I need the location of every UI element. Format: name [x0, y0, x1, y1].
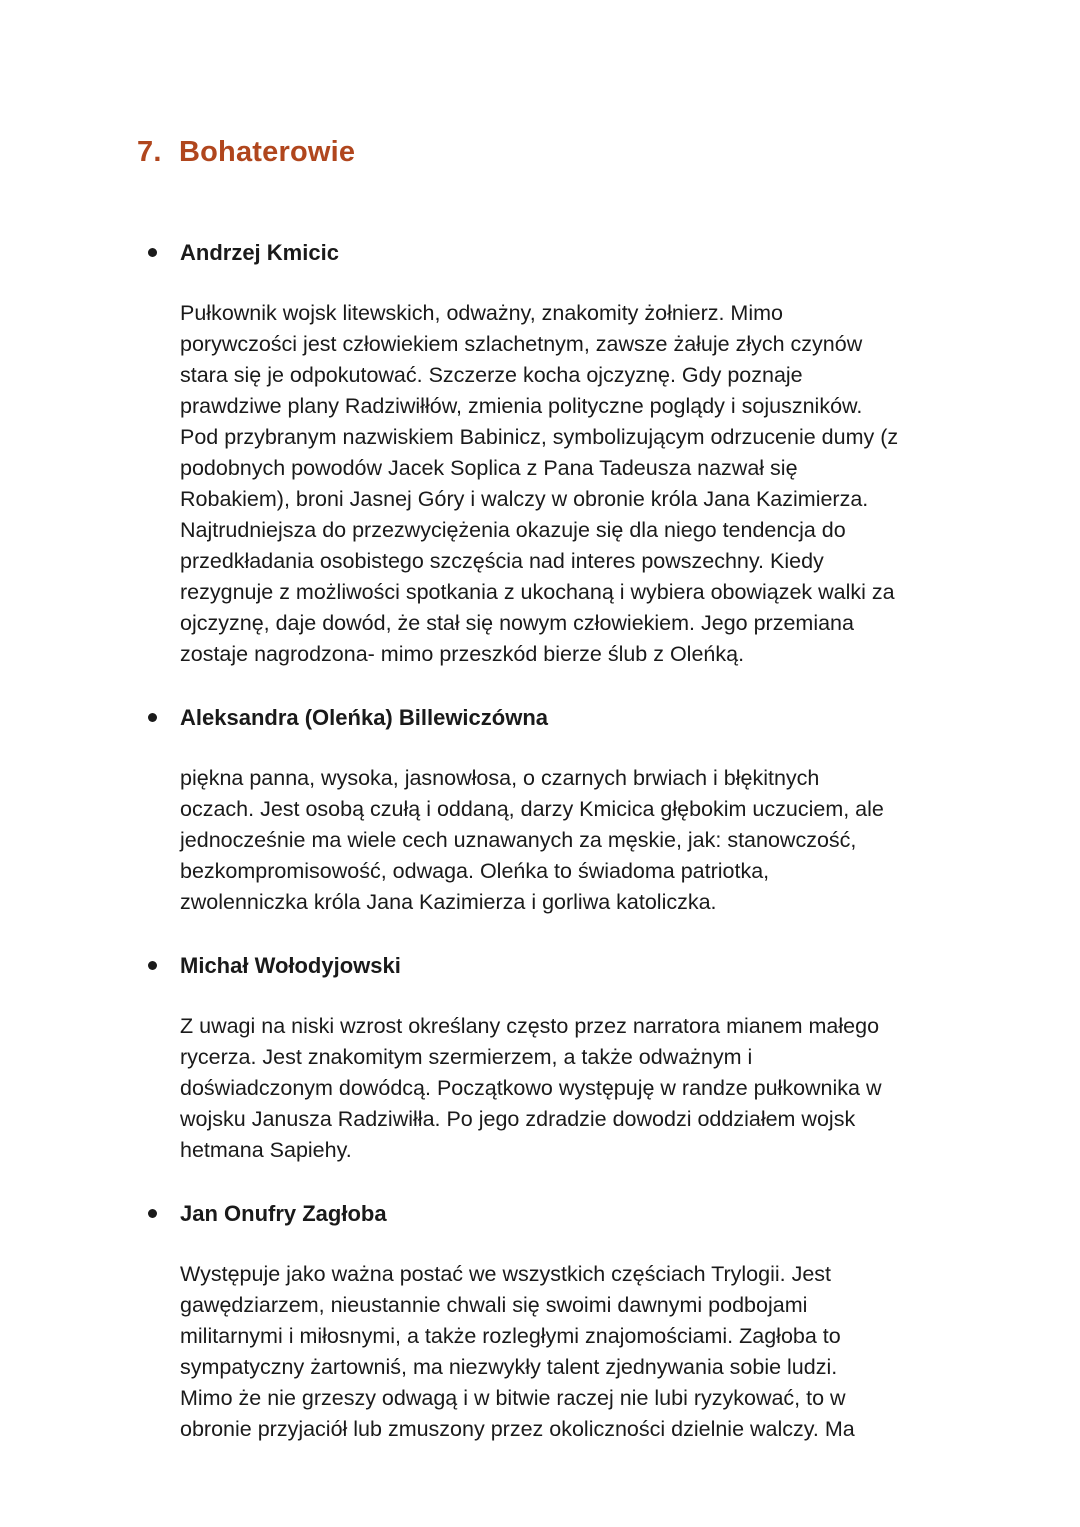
- hero-name-row: [148, 1197, 968, 1231]
- hero-entry: [148, 236, 968, 670]
- bullet-icon: [148, 1209, 157, 1218]
- hero-entry: [148, 1197, 968, 1445]
- description-line: Mimo że nie grzeszy odwagą i w bitwie raczej nie lubi ryzykować, to w: [180, 1386, 846, 1410]
- description-line: Pod przybranym nazwiskiem Babinicz, symbolizującym odrzucenie dumy (z: [180, 425, 899, 449]
- description-line: sympatyczny żartowniś, ma niezwykły talent zjednywania sobie ludzi.: [180, 1355, 838, 1379]
- description-line: jednocześnie ma wiele cech uznawanych za męskie, jak: stanowczość,: [180, 828, 857, 852]
- description-line: Z uwagi na niski wzrost określany często przez narratora mianem małego: [180, 1014, 880, 1038]
- description-line: przedkładania osobistego szczęścia nad interes powszechny. Kiedy: [180, 549, 824, 573]
- bullet-icon: [148, 713, 157, 722]
- description-line: rycerza. Jest znakomitym szermierzem, a także odważnym i: [180, 1045, 753, 1069]
- description-line: doświadczonym dowódcą. Początkowo występuję w randze pułkownika w: [180, 1076, 882, 1100]
- description-line: hetmana Sapiehy.: [180, 1138, 352, 1162]
- description-line: zwolenniczka króla Jana Kazimierza i gorliwa katoliczka.: [180, 890, 717, 914]
- description-line: rezygnuje z możliwości spotkania z ukochaną i wybiera obowiązek walki za: [180, 580, 895, 604]
- bullet-icon: [148, 961, 157, 970]
- hero-name-row: [148, 949, 968, 983]
- hero-name-row: [148, 701, 968, 735]
- hero-name: Jan Onufry Zagłoba: [180, 1201, 387, 1226]
- description-line: prawdziwe plany Radziwiłłów, zmienia polityczne poglądy i sojuszników.: [180, 394, 863, 418]
- description-line: zostaje nagrodzona- mimo przeszkód bierze ślub z Oleńką.: [180, 642, 745, 666]
- hero-name: Michał Wołodyjowski: [180, 953, 401, 978]
- hero-description: [180, 1259, 970, 1445]
- hero-name: Andrzej Kmicic: [180, 240, 339, 265]
- section-number: 7.: [137, 136, 162, 168]
- hero-entry: [148, 949, 968, 1166]
- bullet-icon: [148, 248, 157, 257]
- description-line: porywczości jest człowiekiem szlachetnym, zawsze żałuje złych czynów: [180, 332, 863, 356]
- hero-description: [180, 1011, 970, 1166]
- hero-description: [180, 763, 970, 918]
- description-line: wojsku Janusza Radziwiłła. Po jego zdradzie dowodzi oddziałem wojsk: [180, 1107, 856, 1131]
- description-line: oczach. Jest osobą czułą i oddaną, darzy Kmicica głębokim uczuciem, ale: [180, 797, 884, 821]
- description-line: bezkompromisowość, odwaga. Oleńka to świadoma patriotka,: [180, 859, 770, 883]
- description-line: gawędziarzem, nieustannie chwali się swoimi dawnymi podbojami: [180, 1293, 808, 1317]
- description-line: militarnymi i miłosnymi, a także rozległymi znajomościami. Zagłoba to: [180, 1324, 841, 1348]
- description-line: piękna panna, wysoka, jasnowłosa, o czarnych brwiach i błękitnych: [180, 766, 820, 790]
- section-title: Bohaterowie: [179, 136, 356, 168]
- section-heading: [137, 136, 355, 169]
- description-line: stara się je odpokutować. Szczerze kocha ojczyznę. Gdy poznaje: [180, 363, 803, 387]
- description-line: podobnych powodów Jacek Soplica z Pana Tadeusza nazwał się: [180, 456, 798, 480]
- description-line: Występuje jako ważna postać we wszystkich częściach Trylogii. Jest: [180, 1262, 832, 1286]
- description-line: obronie przyjaciół lub zmuszony przez okoliczności dzielnie walczy. Ma: [180, 1417, 855, 1441]
- hero-entry: [148, 701, 968, 918]
- description-line: ojczyznę, daje dowód, że stał się nowym człowiekiem. Jego przemiana: [180, 611, 854, 635]
- hero-description: [180, 298, 970, 670]
- description-line: Najtrudniejsza do przezwyciężenia okazuje się dla niego tendencja do: [180, 518, 846, 542]
- hero-name-row: [148, 236, 968, 270]
- hero-name: Aleksandra (Oleńka) Billewiczówna: [180, 705, 549, 730]
- description-line: Pułkownik wojsk litewskich, odważny, znakomity żołnierz. Mimo: [180, 301, 783, 325]
- description-line: Robakiem), broni Jasnej Góry i walczy w obronie króla Jana Kazimierza.: [180, 487, 869, 511]
